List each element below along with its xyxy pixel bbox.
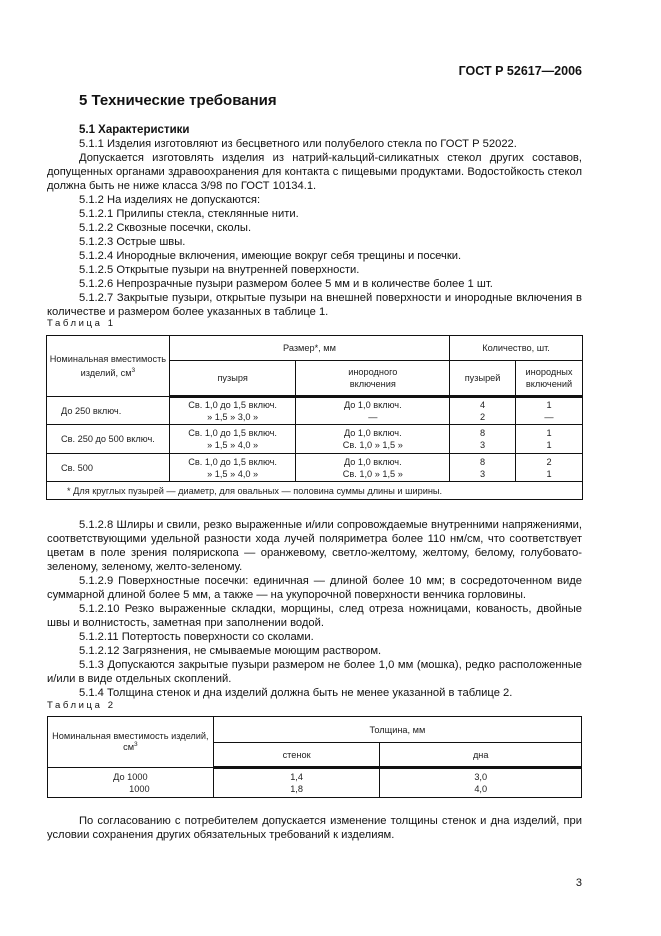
- paragraph: Допускается изготовлять изделия из натрий-кальций-силикатных стекол других составов, допущенных органами здравоохранения для контакта с пищевыми продуктами. Водостойкость стекол должна быть не ниже класса 3/98 по ГОСТ 10134.1.: [47, 152, 582, 192]
- subsection-title: 5.1 Характеристики: [79, 124, 190, 136]
- paragraph: 5.1.2.9 Поверхностные посечки: единичная — длиной более 10 мм; в сосредоточенном виде суммарной длиной более 5 мм, а также — на укупорочной поверхности венчика горловины.: [47, 575, 582, 601]
- table-1-header-capacity: Номинальная вместимость изделий, $см^3$: [47, 336, 170, 397]
- paragraph: 5.1.2.10 Резко выраженные складки, морщины, след отреза ножницами, кованость, двойные швы и волнистость, заметная при заполнении водой.: [47, 603, 582, 629]
- table-2-label: Таблица 2: [47, 700, 116, 711]
- table-2-header-thickness: Толщина, мм: [213, 717, 581, 743]
- paragraph: 5.1.2.6 Непрозрачные пузыри размером более 5 мм и в количестве более 1 шт.: [79, 278, 493, 290]
- document-header-id: ГОСТ Р 52617—2006: [458, 64, 582, 78]
- table-1: [46, 335, 583, 500]
- table-row: До 1000 1000 1,4 1,8 3,0 4,0: [48, 768, 582, 798]
- section-title: 5 Технические требования: [79, 92, 277, 109]
- page-number: 3: [575, 877, 582, 889]
- paragraph: 5.1.2.4 Инородные включения, имеющие вокруг себя трещины и посечки.: [79, 250, 462, 262]
- table-1-header-size: Размер*, мм: [169, 336, 449, 361]
- paragraphs-block-a: [47, 137, 582, 319]
- table-2-header-capacity: Номинальная вместимость изделий, $см^3$: [48, 717, 214, 768]
- paragraph: 5.1.2.7 Закрытые пузыри, открытые пузыри на внешней поверхности и инородные включения в количестве и размером более указанных в таблице 1.: [47, 292, 582, 318]
- table-1-header-count: Количество, шт.: [450, 336, 583, 361]
- table-1-header-inclusion-size: инородного включения: [296, 361, 450, 397]
- table-row: Св. 250 до 500 включ. Св. 1,0 до 1,5 включ. » 1,5 » 4,0 » До 1,0 включ. Св. 1,0 » 1,5 » 8 3 1 1: [47, 425, 583, 454]
- paragraph: 5.1.3 Допускаются закрытые пузыри размером не более 1,0 мм (мошка), редко расположенные и/или в виде отдельных скоплений.: [47, 659, 582, 685]
- table-1-header-bubble-count: пузырей: [450, 361, 516, 397]
- paragraph: 5.1.2.11 Потертость поверхности со сколами.: [79, 631, 314, 643]
- table-2-header-walls: стенок: [213, 743, 380, 768]
- table-1-footnote: * Для круглых пузырей — диаметр, для овальных — половина суммы длины и ширины.: [47, 482, 583, 500]
- paragraphs-block-b: [47, 518, 582, 700]
- table-row: Св. 500 Св. 1,0 до 1,5 включ. » 1,5 » 4,0 » До 1,0 включ. Св. 1,0 » 1,5 » 8 3 2 1: [47, 454, 583, 482]
- paragraph: 5.1.2.12 Загрязнения, не смываемые моющим раствором.: [79, 645, 382, 657]
- table-1-header-bubble-size: пузыря: [169, 361, 296, 397]
- paragraph: 5.1.1 Изделия изготовляют из бесцветного или полубелого стекла по ГОСТ Р 52022.: [79, 138, 517, 150]
- table-1-label: Таблица 1: [47, 318, 116, 329]
- closing-paragraph: По согласованию с потребителем допускается изменение толщины стенок и дна изделий, при условии сохранения других обязательных требований к изделиям.: [47, 815, 582, 841]
- paragraph: 5.1.2.5 Открытые пузыри на внутренней поверхности.: [79, 264, 360, 276]
- paragraph: 5.1.2.8 Шлиры и свили, резко выраженные и/или сопровождаемые внутренними напряжениями, соответствующими удельной разности хода лучей поляриметра более 110 нм/см, что соответствует цветам в поле зрения полярископа — оранжевому, светло-желтому, желтому, белому, голубовато-зеленому, зеленому, желто-зеленому.: [47, 519, 582, 573]
- paragraph: 5.1.2.3 Острые швы.: [79, 236, 186, 248]
- paragraph: 5.1.2 На изделиях не допускаются:: [79, 194, 261, 206]
- closing-paragraph-block: [47, 814, 582, 842]
- table-1-header-inclusion-count: инородных включений: [516, 361, 583, 397]
- table-2: [47, 716, 582, 798]
- table-row: До 250 включ. Св. 1,0 до 1,5 включ. » 1,5 » 3,0 » До 1,0 включ. — 4 2 1 —: [47, 397, 583, 425]
- paragraph: 5.1.2.1 Прилипы стекла, стеклянные нити.: [79, 208, 299, 220]
- paragraph: 5.1.4 Толщина стенок и дна изделий должна быть не менее указанной в таблице 2.: [79, 687, 513, 699]
- paragraph: 5.1.2.2 Сквозные посечки, сколы.: [79, 222, 252, 234]
- table-2-header-bottom: дна: [380, 743, 582, 768]
